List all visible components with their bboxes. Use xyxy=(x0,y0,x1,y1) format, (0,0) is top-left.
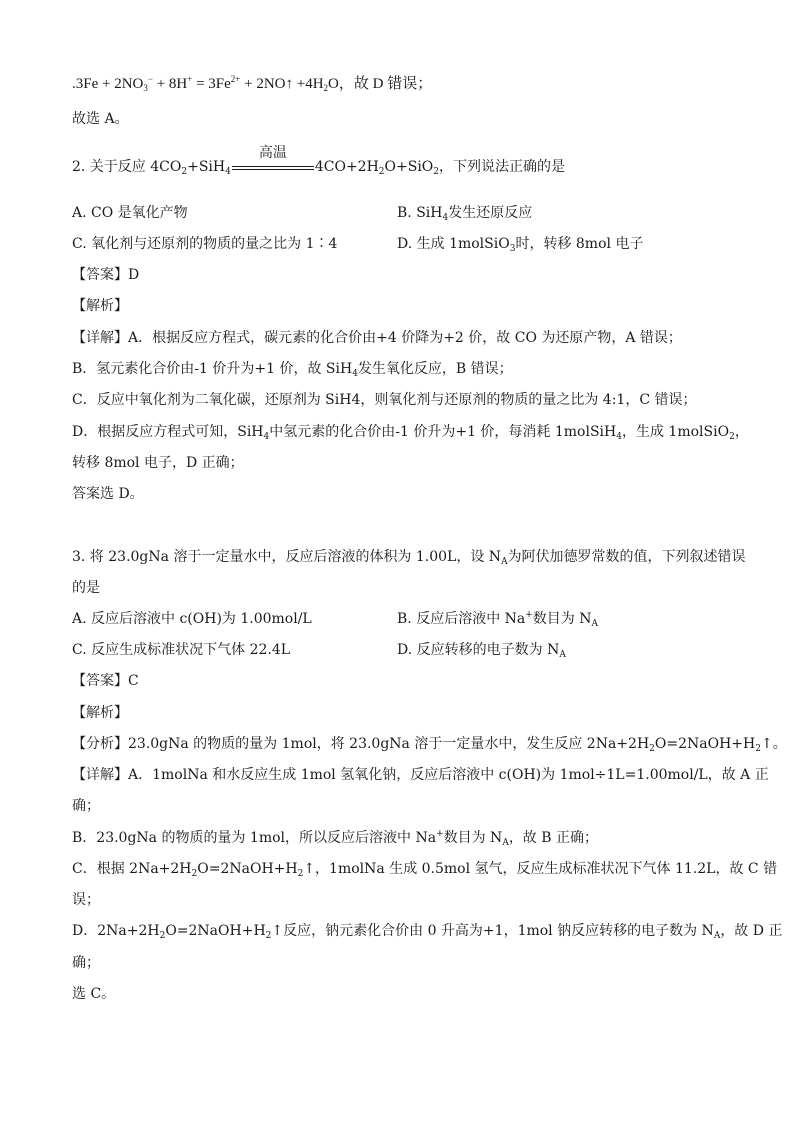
option-text: B. 反应后溶液中 Na xyxy=(397,611,526,627)
superscript: 2+ xyxy=(230,74,241,84)
question-3-stem xyxy=(72,548,746,566)
q2-option-a: A. CO 是氧化产物 xyxy=(72,205,188,221)
option-text: B. SiH xyxy=(397,205,443,221)
q3-option-d xyxy=(397,641,566,659)
equation-text: + 2NO↑ +4H xyxy=(240,76,324,92)
option-text: D. 反应转移的电子数为 N xyxy=(397,642,560,658)
q3-fenxi xyxy=(72,735,787,753)
option-text: 发生还原反应 xyxy=(448,205,533,221)
detail-text: O=2NaOH+H xyxy=(197,861,298,877)
option-text: 时，转移 8mol 电子 xyxy=(515,236,644,252)
equation-suffix: ，故 D 错误； xyxy=(338,76,433,92)
detail-text: ，故 D 正 xyxy=(720,923,783,939)
q3-detail-c-cont: 误； xyxy=(72,892,100,908)
subscript: 2 xyxy=(433,167,440,177)
subscript: 2 xyxy=(729,432,735,442)
analysis-text: O=2NaOH+H xyxy=(654,736,756,752)
equation-text: .3Fe + 2NO xyxy=(72,76,144,92)
q3-detail-c xyxy=(72,860,777,878)
subscript: 2 xyxy=(755,744,761,754)
question-2-stem xyxy=(72,145,566,177)
subscript: 2 xyxy=(191,869,198,879)
detail-text: ↑反应，钠元素化合价由 0 升高为+1，1mol 钠反应转移的电子数为 N xyxy=(271,923,714,939)
subscript: 4 xyxy=(263,432,270,442)
question-3-stem-cont: 的是 xyxy=(72,580,100,596)
q2-option-c: C. 氧化剂与还原剂的物质的量之比为 1∶4 xyxy=(72,236,338,252)
subscript: A xyxy=(502,838,509,848)
detail-text: ，故 B 正确； xyxy=(508,830,599,846)
detail-text: ，生成 1molSiO xyxy=(621,424,730,440)
detail-text: B．23.0gNa 的物质的量为 1mol，所以反应后溶液中 Na xyxy=(72,830,437,846)
superscript: − xyxy=(147,74,153,84)
stem-text: O+SiO xyxy=(384,159,434,175)
stem-text: 2. 关于反应 4CO xyxy=(72,159,182,175)
q2-answer: 【答案】D xyxy=(72,267,140,283)
detail-text: D．根据反应方程式可知，SiH xyxy=(72,424,264,440)
q2-detail-b xyxy=(72,360,513,378)
q3-analysis-heading: 【解析】 xyxy=(72,705,128,721)
previous-conclusion: 故选 A。 xyxy=(72,111,129,127)
detail-text: D．2Na+2H xyxy=(72,923,160,939)
stem-text: 为阿伏加德罗常数的值，下列叙述错误 xyxy=(507,549,746,565)
subscript: 2 xyxy=(323,83,329,93)
q3-conclusion: 选 C。 xyxy=(72,986,116,1002)
subscript: A xyxy=(591,619,598,629)
q3-answer: 【答案】C xyxy=(72,673,139,689)
detail-text: B．氢元素化合价由-1 价升为+1 价，故 SiH xyxy=(72,361,353,377)
subscript: 3 xyxy=(509,244,516,254)
detail-text: O=2NaOH+H xyxy=(165,923,266,939)
analysis-text: 【分析】23.0gNa 的物质的量为 1mol，将 23.0gNa 溶于一定量水中，发生反应 2Na+2H xyxy=(72,736,650,752)
equals-bar-top xyxy=(232,166,314,167)
q2-detail-d xyxy=(72,423,749,441)
superscript: + xyxy=(187,74,193,84)
analysis-text: ↑。 xyxy=(760,736,787,752)
q2-detail-c: C．反应中氧化剂为二氧化碳，还原剂为 SiH4，则氧化剂与还原剂的物质的量之比为 4:1，C 错误； xyxy=(72,392,697,408)
detail-text: ， xyxy=(734,424,749,440)
q3-option-b xyxy=(397,610,598,628)
stem-text: 3. 将 23.0gNa 溶于一定量水中，反应后溶液的体积为 1.00L，设 N xyxy=(72,549,502,565)
q2-option-d xyxy=(397,235,643,253)
detail-text: C．根据 2Na+2H xyxy=(72,861,192,877)
q3-detail-b xyxy=(72,829,598,847)
q3-detail-d xyxy=(72,922,782,940)
q3-detail-d-cont: 确； xyxy=(72,955,100,971)
superscript: + xyxy=(436,829,444,839)
subscript: 2 xyxy=(181,167,188,177)
q2-detail-d-cont: 转移 8mol 电子，D 正确； xyxy=(72,455,244,471)
subscript: 4 xyxy=(352,369,358,379)
option-text: D. 生成 1molSiO xyxy=(397,236,510,252)
subscript: 2 xyxy=(378,167,385,177)
option-text: 数目为 N xyxy=(532,611,592,627)
q2-option-b xyxy=(397,204,532,222)
detail-text: 中氢元素的化合价由-1 价升为+1 价，每消耗 1molSiH xyxy=(269,424,617,440)
subscript: 3 xyxy=(143,83,148,93)
q3-option-c: C. 反应生成标准状况下气体 22.4L xyxy=(72,642,291,658)
q3-detail-a: 【详解】A．1molNa 和水反应生成 1mol 氢氧化钠，反应后溶液中 c(OH)为 1mol÷1L=1.00mol/L，故 A 正 xyxy=(72,767,769,783)
equation-text: = 3Fe xyxy=(192,76,231,92)
stem-text: 4CO+2H xyxy=(314,159,379,175)
q2-conclusion: 答案选 D。 xyxy=(72,486,144,502)
stem-text: ，下列说法正确的是 xyxy=(439,159,566,175)
q3-detail-a-cont: 确； xyxy=(72,798,100,814)
reaction-condition: 高温 xyxy=(258,145,287,161)
q2-detail-a: 【详解】A．根据反应方程式，碳元素的化合价由+4 价降为+2 价，故 CO 为还原产物，A 错误； xyxy=(72,330,682,346)
equals-bar-bottom xyxy=(232,169,314,170)
subscript: 4 xyxy=(225,167,231,177)
previous-equation-line xyxy=(72,75,432,93)
reaction-condition-arrow xyxy=(232,145,314,176)
subscript: A xyxy=(713,931,721,941)
subscript: A xyxy=(559,650,566,660)
subscript: 2 xyxy=(649,744,655,754)
superscript: + xyxy=(525,610,533,620)
stem-text: +SiH xyxy=(187,159,226,175)
q2-analysis-heading: 【解析】 xyxy=(72,298,128,314)
subscript: 2 xyxy=(159,931,166,941)
detail-text: 发生氧化反应，B 错误； xyxy=(357,361,513,377)
subscript: 2 xyxy=(265,931,272,941)
subscript: 4 xyxy=(442,213,449,223)
subscript: 2 xyxy=(297,869,304,879)
subscript: 4 xyxy=(616,432,622,442)
equation-text: O xyxy=(328,76,339,92)
detail-text: 数目为 N xyxy=(443,830,503,846)
equation-text: + 8H xyxy=(152,76,188,92)
subscript: A xyxy=(501,557,508,567)
detail-text: ↑，1molNa 生成 0.5mol 氢气，反应生成标准状况下气体 11.2L，故 C 错 xyxy=(303,861,778,877)
q3-option-a: A. 反应后溶液中 c(OH)为 1.00mol/L xyxy=(72,611,312,627)
